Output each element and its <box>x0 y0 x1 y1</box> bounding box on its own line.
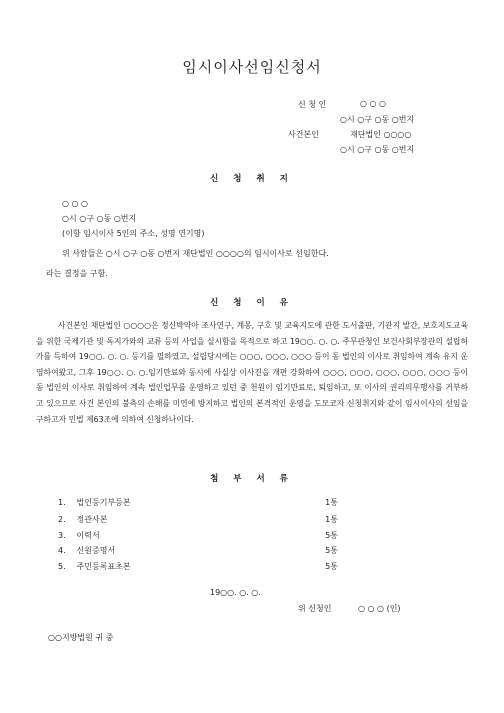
principal-address: ○시 ○구 ○동 ○번지 <box>340 145 415 154</box>
applicant-label: 신 청 인 <box>298 100 327 109</box>
applicant-address: ○시 ○구 ○동 ○번지 <box>340 115 415 124</box>
attachment-count: 5통 <box>325 562 338 571</box>
filing-date: 19○○. ○. ○. <box>210 588 261 597</box>
attachment-no: 5. <box>58 562 66 571</box>
purpose-statement: 위 사람들은 ○시 ○구 ○동 ○번지 재단법인 ○○○○의 임시이사로 선임한다. <box>62 249 329 258</box>
reason-text: 사건본인 재단법인 ○○○○은 정신박약아 조사연구, 계몽, 구호 및 교육지도에 관한 도서출판, 기관지 발간, 보호지도교육을 위한 국제기관 및 독지가와의 교류 등의 사업을 실시함을 목적으로 하고 19○○. ○. ○. 주무관청인 보건사회부장관의 설립허가를 득하여 19○○. ○. ○. 등기를 필하였고, 설립당시에는 ○○○, ○○○, ○○○ 등이 동 법인의 이사로 취임하여 계속 유지 운영하여왔고, 그후 19○○. ○. ○.임기만료와 동시에 사실상 이사진을 개편 강화하여 ○○○, ○○○, ○○○, ○○○, ○○○ 등이 동 법인의 이사로 취임하여 계속 법인업무를 운영하고 있던 중 천원이 임기만료로, 퇴임하고, 또 이사의 권리의무행사를 거부하고 있으므로 사건 본인의 불측의 손해를 미연에 방지하고 법인의 본격적인 운영을 도모코자 신청취지와 같이 임시이사의 선임을 구하고자 민법 제63조에 의하여 신청하나이다. <box>36 321 468 424</box>
attachment-no: 1. <box>58 498 66 507</box>
attachment-no: 2. <box>58 515 66 524</box>
attachment-item <box>58 545 338 556</box>
reason-heading: 신 청 이 유 <box>210 298 294 308</box>
purpose-names: ○ ○ ○ <box>62 199 89 208</box>
attachment-count: 5통 <box>325 546 338 555</box>
signer-names: ○ ○ ○ (인) <box>358 604 401 613</box>
court-addressee: ○○지방법원 귀 중 <box>48 633 114 642</box>
attachments-heading: 첨 부 서 류 <box>210 474 294 484</box>
attachment-count: 1통 <box>325 498 338 507</box>
applicant-names: ○ ○ ○ <box>360 99 387 108</box>
purpose-closing: 라는 결정을 구함. <box>46 269 108 278</box>
attachment-name: 주민등록표초본 <box>76 562 131 571</box>
principal-label: 사건본인 <box>288 130 319 139</box>
attachment-name: 신원증명서 <box>76 546 116 555</box>
purpose-heading: 신 청 취 지 <box>210 174 294 184</box>
attachment-item <box>58 514 338 525</box>
signer-label: 위 신청인 <box>298 604 332 613</box>
attachment-no: 4. <box>58 546 66 555</box>
attachment-item <box>58 497 338 508</box>
attachment-name: 법인등기부등본 <box>76 498 131 507</box>
purpose-note: (이항 임시이사 5인의 주소, 성명 연기명) <box>62 229 205 238</box>
attachment-count: 1통 <box>325 515 338 524</box>
attachment-name: 이력서 <box>76 531 100 540</box>
attachment-count: 5통 <box>325 531 338 540</box>
attachment-item <box>58 530 338 541</box>
attachment-no: 3. <box>58 531 66 540</box>
attachment-item <box>58 561 338 572</box>
purpose-address: ○시 ○구 ○동 ○번지 <box>62 214 137 223</box>
attachment-name: 정관사본 <box>76 515 108 524</box>
principal-corp: 재단법인 ○○○○ <box>350 130 412 139</box>
document-title: 임시이사선임신청서 <box>182 58 322 76</box>
